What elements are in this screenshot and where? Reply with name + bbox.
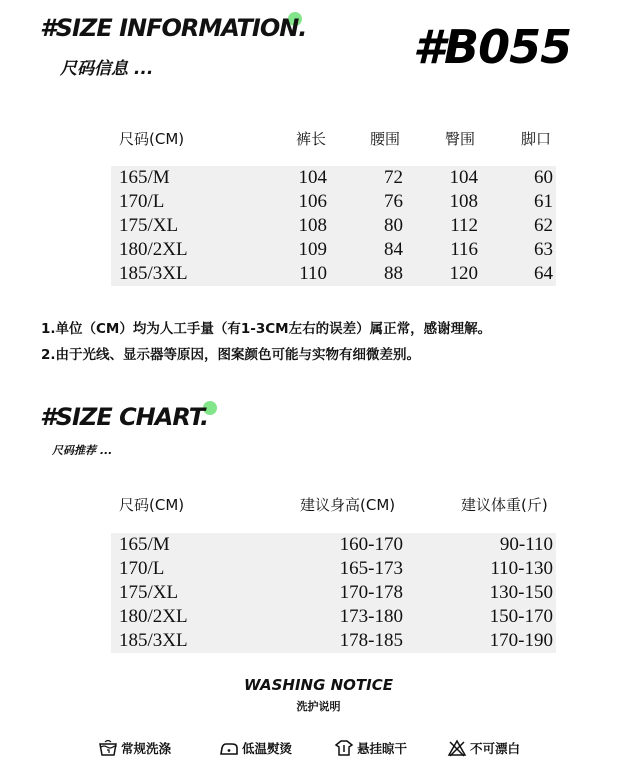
table-cell: 112 [450, 215, 478, 236]
column-header: 建议体重(斤) [461, 496, 548, 514]
table-body [111, 166, 556, 286]
table-row [111, 557, 556, 581]
table-row [111, 166, 556, 190]
washing-notice-subtitle: 洗护说明 [296, 700, 341, 713]
table-cell: 60 [534, 167, 553, 188]
table-cell: 90-110 [499, 534, 553, 555]
no-bleach-icon [447, 739, 467, 757]
table-row [111, 533, 556, 557]
table-cell: 180/2XL [119, 606, 188, 627]
care-item-hang-dry [334, 738, 407, 758]
table-cell: 173-180 [339, 606, 403, 627]
table-cell: 175/XL [119, 215, 179, 236]
care-label: 悬挂晾干 [357, 741, 408, 756]
table-cell: 62 [534, 215, 553, 236]
table-cell: 170/L [119, 558, 165, 579]
table-cell: 88 [384, 263, 403, 284]
table-row [111, 190, 556, 214]
care-item-no-bleach [447, 738, 520, 758]
table-row [111, 214, 556, 238]
table-cell: 130-150 [489, 582, 553, 603]
hang-dry-icon [334, 739, 354, 757]
note-color: 2.由于光线、显示器等原因，图案颜色可能与实物有细微差别。 [41, 347, 421, 363]
table-cell: 180/2XL [119, 239, 188, 260]
table-cell: 106 [298, 191, 327, 212]
size-chart-heading [40, 403, 208, 431]
size-information-heading [40, 14, 306, 42]
section-title: #SIZE INFORMATION. [40, 14, 307, 42]
table-cell: 178-185 [339, 630, 403, 651]
column-header: 腰围 [370, 130, 401, 148]
product-code: #B055 [413, 20, 572, 74]
care-label: 常规洗涤 [121, 741, 172, 756]
column-header: 脚口 [521, 130, 552, 148]
table-cell: 150-170 [489, 606, 553, 627]
table-cell: 63 [534, 239, 553, 260]
table-cell: 175/XL [119, 582, 179, 603]
table-cell: 185/3XL [119, 263, 188, 284]
table-cell: 170-190 [489, 630, 553, 651]
table-cell: 160-170 [339, 534, 403, 555]
table-cell: 76 [384, 191, 403, 212]
table-cell: 108 [449, 191, 478, 212]
iron-low-icon [219, 739, 239, 757]
table-row [111, 629, 556, 653]
table-cell: 108 [298, 215, 327, 236]
table-cell: 72 [384, 167, 403, 188]
table-row [111, 262, 556, 286]
table-cell: 80 [384, 215, 403, 236]
table-cell: 170-178 [339, 582, 403, 603]
table-cell: 165-173 [339, 558, 403, 579]
table-cell: 165/M [119, 167, 170, 188]
column-header: 尺码(CM) [119, 496, 185, 514]
table-cell: 104 [298, 167, 327, 188]
table-cell: 104 [449, 167, 478, 188]
section-subtitle: 尺码信息 ... [60, 59, 154, 79]
washing-notice-title: WASHING NOTICE [243, 676, 394, 694]
care-label: 不可漂白 [470, 741, 521, 756]
care-label: 低温熨烫 [242, 741, 293, 756]
table-cell: 64 [534, 263, 553, 284]
table-cell: 84 [384, 239, 403, 260]
table-row [111, 238, 556, 262]
note-measurement: 1.单位（CM）均为人工手量（有1-3CM左右的误差）属正常，感谢理解。 [41, 321, 492, 337]
table-cell: 61 [534, 191, 553, 212]
care-item-hand-wash [98, 738, 171, 758]
table-cell: 116 [450, 239, 478, 260]
column-header: 裤长 [296, 130, 327, 148]
table-cell: 165/M [119, 534, 170, 555]
hand-wash-icon [98, 739, 118, 757]
column-header: 尺码(CM) [119, 130, 185, 148]
column-header: 建议身高(CM) [300, 496, 396, 514]
table-cell: 185/3XL [119, 630, 188, 651]
care-item-low-iron [219, 738, 292, 758]
table-body [111, 533, 556, 653]
section-subtitle: 尺码推荐 ... [52, 444, 113, 457]
table-cell: 170/L [119, 191, 165, 212]
table-cell: 109 [298, 239, 327, 260]
table-cell: 110-130 [490, 558, 553, 579]
column-header: 臀围 [445, 130, 476, 148]
table-row [111, 581, 556, 605]
table-row [111, 605, 556, 629]
section-title: #SIZE CHART. [40, 403, 209, 431]
table-cell: 120 [449, 263, 478, 284]
table-cell: 110 [299, 263, 327, 284]
